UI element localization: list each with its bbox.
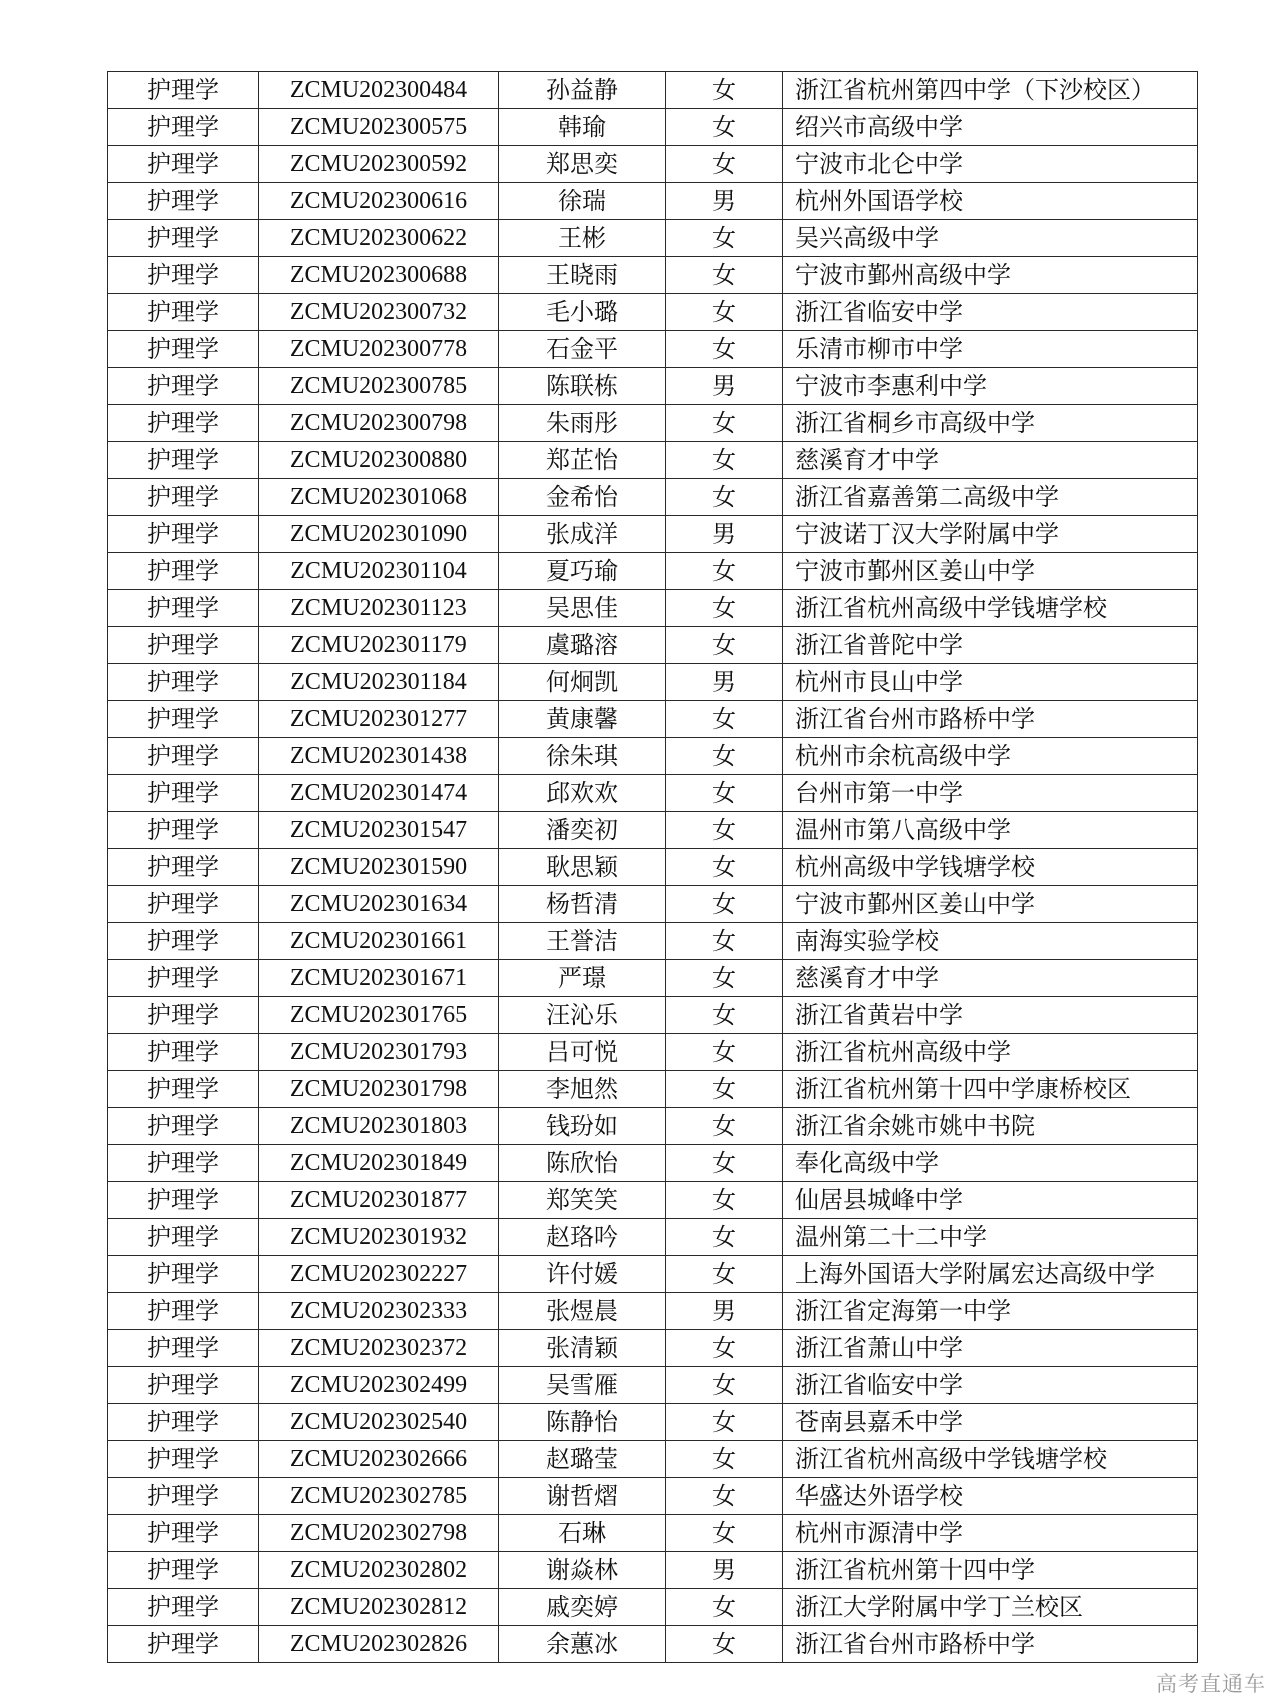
table-row bbox=[108, 1589, 1198, 1626]
table-row bbox=[108, 479, 1198, 516]
cell-id: ZCMU202302227 bbox=[259, 1256, 499, 1293]
cell-gender: 女 bbox=[666, 1404, 783, 1441]
cell-name: 韩瑜 bbox=[499, 109, 666, 146]
cell-name: 毛小璐 bbox=[499, 294, 666, 331]
table-row bbox=[108, 1256, 1198, 1293]
cell-name: 戚奕婷 bbox=[499, 1589, 666, 1626]
cell-school: 浙江省杭州高级中学钱塘学校 bbox=[783, 1441, 1198, 1478]
cell-id: ZCMU202300616 bbox=[259, 183, 499, 220]
table-row bbox=[108, 1478, 1198, 1515]
cell-name: 严璟 bbox=[499, 960, 666, 997]
cell-name: 郑笑笑 bbox=[499, 1182, 666, 1219]
cell-major: 护理学 bbox=[108, 1330, 259, 1367]
cell-school: 浙江大学附属中学丁兰校区 bbox=[783, 1589, 1198, 1626]
cell-gender: 男 bbox=[666, 183, 783, 220]
cell-gender: 女 bbox=[666, 553, 783, 590]
cell-gender: 女 bbox=[666, 1626, 783, 1663]
table-row bbox=[108, 183, 1198, 220]
cell-id: ZCMU202301438 bbox=[259, 738, 499, 775]
cell-name: 赵璐莹 bbox=[499, 1441, 666, 1478]
cell-id: ZCMU202301798 bbox=[259, 1071, 499, 1108]
cell-id: ZCMU202302798 bbox=[259, 1515, 499, 1552]
cell-id: ZCMU202300778 bbox=[259, 331, 499, 368]
cell-school: 浙江省萧山中学 bbox=[783, 1330, 1198, 1367]
cell-gender: 女 bbox=[666, 1219, 783, 1256]
cell-gender: 女 bbox=[666, 72, 783, 109]
cell-name: 吴雪雁 bbox=[499, 1367, 666, 1404]
cell-name: 邱欢欢 bbox=[499, 775, 666, 812]
cell-school: 宁波市鄞州区姜山中学 bbox=[783, 886, 1198, 923]
table-row bbox=[108, 664, 1198, 701]
cell-name: 石琳 bbox=[499, 1515, 666, 1552]
cell-major: 护理学 bbox=[108, 553, 259, 590]
cell-gender: 女 bbox=[666, 775, 783, 812]
table-row bbox=[108, 553, 1198, 590]
table-row bbox=[108, 1367, 1198, 1404]
table-row bbox=[108, 442, 1198, 479]
cell-name: 杨哲清 bbox=[499, 886, 666, 923]
cell-major: 护理学 bbox=[108, 331, 259, 368]
cell-id: ZCMU202302499 bbox=[259, 1367, 499, 1404]
cell-id: ZCMU202301793 bbox=[259, 1034, 499, 1071]
cell-gender: 女 bbox=[666, 1256, 783, 1293]
cell-gender: 女 bbox=[666, 701, 783, 738]
cell-major: 护理学 bbox=[108, 923, 259, 960]
cell-name: 钱玢如 bbox=[499, 1108, 666, 1145]
cell-school: 吴兴高级中学 bbox=[783, 220, 1198, 257]
cell-name: 谢哲熠 bbox=[499, 1478, 666, 1515]
cell-major: 护理学 bbox=[108, 1441, 259, 1478]
cell-name: 吕可悦 bbox=[499, 1034, 666, 1071]
cell-school: 浙江省台州市路桥中学 bbox=[783, 701, 1198, 738]
cell-major: 护理学 bbox=[108, 1145, 259, 1182]
cell-name: 汪沁乐 bbox=[499, 997, 666, 1034]
cell-school: 仙居县城峰中学 bbox=[783, 1182, 1198, 1219]
cell-school: 浙江省台州市路桥中学 bbox=[783, 1626, 1198, 1663]
cell-school: 上海外国语大学附属宏达高级中学 bbox=[783, 1256, 1198, 1293]
table-row bbox=[108, 923, 1198, 960]
cell-name: 徐瑞 bbox=[499, 183, 666, 220]
cell-gender: 女 bbox=[666, 405, 783, 442]
table-row bbox=[108, 849, 1198, 886]
cell-id: ZCMU202300880 bbox=[259, 442, 499, 479]
cell-name: 张煜晨 bbox=[499, 1293, 666, 1330]
table-row bbox=[108, 331, 1198, 368]
cell-id: ZCMU202301671 bbox=[259, 960, 499, 997]
cell-major: 护理学 bbox=[108, 812, 259, 849]
cell-name: 余蕙冰 bbox=[499, 1626, 666, 1663]
cell-id: ZCMU202300785 bbox=[259, 368, 499, 405]
cell-school: 浙江省杭州第十四中学康桥校区 bbox=[783, 1071, 1198, 1108]
cell-gender: 女 bbox=[666, 1182, 783, 1219]
cell-school: 浙江省杭州高级中学 bbox=[783, 1034, 1198, 1071]
cell-major: 护理学 bbox=[108, 368, 259, 405]
cell-school: 浙江省临安中学 bbox=[783, 1367, 1198, 1404]
cell-major: 护理学 bbox=[108, 479, 259, 516]
table-row bbox=[108, 1441, 1198, 1478]
cell-id: ZCMU202302802 bbox=[259, 1552, 499, 1589]
table-row bbox=[108, 72, 1198, 109]
cell-gender: 女 bbox=[666, 146, 783, 183]
student-roster-table bbox=[107, 71, 1198, 1663]
cell-school: 杭州外国语学校 bbox=[783, 183, 1198, 220]
cell-school: 慈溪育才中学 bbox=[783, 960, 1198, 997]
cell-school: 杭州市艮山中学 bbox=[783, 664, 1198, 701]
cell-id: ZCMU202302666 bbox=[259, 1441, 499, 1478]
cell-major: 护理学 bbox=[108, 775, 259, 812]
table-row bbox=[108, 1108, 1198, 1145]
cell-major: 护理学 bbox=[108, 516, 259, 553]
cell-name: 耿思颖 bbox=[499, 849, 666, 886]
cell-gender: 女 bbox=[666, 1478, 783, 1515]
watermark-text: 高考直通车 bbox=[1156, 1672, 1266, 1696]
cell-id: ZCMU202300592 bbox=[259, 146, 499, 183]
cell-id: ZCMU202300575 bbox=[259, 109, 499, 146]
table-row bbox=[108, 701, 1198, 738]
cell-id: ZCMU202302812 bbox=[259, 1589, 499, 1626]
cell-name: 金希怡 bbox=[499, 479, 666, 516]
cell-school: 慈溪育才中学 bbox=[783, 442, 1198, 479]
cell-name: 郑思奕 bbox=[499, 146, 666, 183]
table-row bbox=[108, 257, 1198, 294]
cell-school: 浙江省杭州第十四中学 bbox=[783, 1552, 1198, 1589]
cell-major: 护理学 bbox=[108, 627, 259, 664]
cell-gender: 女 bbox=[666, 1034, 783, 1071]
cell-name: 吴思佳 bbox=[499, 590, 666, 627]
cell-school: 宁波市鄞州区姜山中学 bbox=[783, 553, 1198, 590]
cell-major: 护理学 bbox=[108, 109, 259, 146]
table-row bbox=[108, 368, 1198, 405]
cell-school: 杭州市源清中学 bbox=[783, 1515, 1198, 1552]
cell-name: 孙益静 bbox=[499, 72, 666, 109]
cell-gender: 女 bbox=[666, 1441, 783, 1478]
cell-school: 温州市第八高级中学 bbox=[783, 812, 1198, 849]
cell-id: ZCMU202300688 bbox=[259, 257, 499, 294]
cell-id: ZCMU202301179 bbox=[259, 627, 499, 664]
cell-major: 护理学 bbox=[108, 1478, 259, 1515]
table-row bbox=[108, 1515, 1198, 1552]
cell-id: ZCMU202301184 bbox=[259, 664, 499, 701]
cell-school: 浙江省普陀中学 bbox=[783, 627, 1198, 664]
table-row bbox=[108, 1034, 1198, 1071]
cell-major: 护理学 bbox=[108, 1034, 259, 1071]
cell-id: ZCMU202301547 bbox=[259, 812, 499, 849]
cell-school: 绍兴市高级中学 bbox=[783, 109, 1198, 146]
table-row bbox=[108, 1071, 1198, 1108]
cell-id: ZCMU202301277 bbox=[259, 701, 499, 738]
cell-gender: 女 bbox=[666, 738, 783, 775]
cell-id: ZCMU202301877 bbox=[259, 1182, 499, 1219]
cell-major: 护理学 bbox=[108, 1293, 259, 1330]
cell-name: 张清颖 bbox=[499, 1330, 666, 1367]
cell-school: 浙江省嘉善第二高级中学 bbox=[783, 479, 1198, 516]
cell-major: 护理学 bbox=[108, 960, 259, 997]
cell-name: 虞璐溶 bbox=[499, 627, 666, 664]
cell-gender: 女 bbox=[666, 1145, 783, 1182]
cell-id: ZCMU202301068 bbox=[259, 479, 499, 516]
cell-school: 宁波市鄞州高级中学 bbox=[783, 257, 1198, 294]
cell-id: ZCMU202302540 bbox=[259, 1404, 499, 1441]
cell-major: 护理学 bbox=[108, 664, 259, 701]
table-row bbox=[108, 812, 1198, 849]
cell-major: 护理学 bbox=[108, 294, 259, 331]
cell-school: 浙江省余姚市姚中书院 bbox=[783, 1108, 1198, 1145]
cell-name: 何炯凯 bbox=[499, 664, 666, 701]
cell-id: ZCMU202302372 bbox=[259, 1330, 499, 1367]
cell-major: 护理学 bbox=[108, 72, 259, 109]
cell-name: 郑芷怡 bbox=[499, 442, 666, 479]
cell-id: ZCMU202301104 bbox=[259, 553, 499, 590]
cell-name: 许付媛 bbox=[499, 1256, 666, 1293]
cell-major: 护理学 bbox=[108, 1515, 259, 1552]
cell-major: 护理学 bbox=[108, 183, 259, 220]
table-row bbox=[108, 1219, 1198, 1256]
cell-major: 护理学 bbox=[108, 886, 259, 923]
cell-gender: 女 bbox=[666, 1367, 783, 1404]
cell-school: 浙江省杭州高级中学钱塘学校 bbox=[783, 590, 1198, 627]
cell-major: 护理学 bbox=[108, 1182, 259, 1219]
cell-name: 徐朱琪 bbox=[499, 738, 666, 775]
roster-body bbox=[108, 72, 1198, 1663]
table-row bbox=[108, 516, 1198, 553]
table-row bbox=[108, 1330, 1198, 1367]
cell-gender: 女 bbox=[666, 627, 783, 664]
cell-name: 朱雨彤 bbox=[499, 405, 666, 442]
cell-school: 宁波市李惠利中学 bbox=[783, 368, 1198, 405]
cell-school: 杭州高级中学钱塘学校 bbox=[783, 849, 1198, 886]
cell-id: ZCMU202301634 bbox=[259, 886, 499, 923]
cell-gender: 男 bbox=[666, 368, 783, 405]
cell-gender: 女 bbox=[666, 849, 783, 886]
cell-id: ZCMU202300732 bbox=[259, 294, 499, 331]
table-row bbox=[108, 738, 1198, 775]
cell-id: ZCMU202300798 bbox=[259, 405, 499, 442]
cell-id: ZCMU202302826 bbox=[259, 1626, 499, 1663]
cell-gender: 女 bbox=[666, 257, 783, 294]
table-row bbox=[108, 1293, 1198, 1330]
cell-major: 护理学 bbox=[108, 1219, 259, 1256]
cell-gender: 女 bbox=[666, 294, 783, 331]
cell-major: 护理学 bbox=[108, 997, 259, 1034]
table-row bbox=[108, 109, 1198, 146]
cell-id: ZCMU202301803 bbox=[259, 1108, 499, 1145]
cell-gender: 女 bbox=[666, 812, 783, 849]
cell-school: 南海实验学校 bbox=[783, 923, 1198, 960]
cell-major: 护理学 bbox=[108, 1071, 259, 1108]
cell-id: ZCMU202300622 bbox=[259, 220, 499, 257]
table-row bbox=[108, 960, 1198, 997]
cell-name: 陈欣怡 bbox=[499, 1145, 666, 1182]
cell-id: ZCMU202301849 bbox=[259, 1145, 499, 1182]
cell-gender: 女 bbox=[666, 1589, 783, 1626]
cell-name: 陈静怡 bbox=[499, 1404, 666, 1441]
cell-school: 浙江省临安中学 bbox=[783, 294, 1198, 331]
cell-major: 护理学 bbox=[108, 405, 259, 442]
cell-major: 护理学 bbox=[108, 1626, 259, 1663]
cell-school: 浙江省黄岩中学 bbox=[783, 997, 1198, 1034]
cell-name: 王誉洁 bbox=[499, 923, 666, 960]
cell-gender: 女 bbox=[666, 590, 783, 627]
cell-school: 奉化高级中学 bbox=[783, 1145, 1198, 1182]
cell-id: ZCMU202301932 bbox=[259, 1219, 499, 1256]
cell-name: 张成洋 bbox=[499, 516, 666, 553]
cell-id: ZCMU202301765 bbox=[259, 997, 499, 1034]
cell-gender: 女 bbox=[666, 479, 783, 516]
cell-major: 护理学 bbox=[108, 1256, 259, 1293]
cell-name: 石金平 bbox=[499, 331, 666, 368]
cell-major: 护理学 bbox=[108, 849, 259, 886]
table-row bbox=[108, 1552, 1198, 1589]
cell-gender: 男 bbox=[666, 516, 783, 553]
cell-id: ZCMU202301123 bbox=[259, 590, 499, 627]
cell-gender: 女 bbox=[666, 331, 783, 368]
table-row bbox=[108, 146, 1198, 183]
cell-name: 李旭然 bbox=[499, 1071, 666, 1108]
cell-major: 护理学 bbox=[108, 1367, 259, 1404]
table-row bbox=[108, 1145, 1198, 1182]
cell-school: 乐清市柳市中学 bbox=[783, 331, 1198, 368]
cell-major: 护理学 bbox=[108, 220, 259, 257]
cell-name: 王晓雨 bbox=[499, 257, 666, 294]
cell-major: 护理学 bbox=[108, 1404, 259, 1441]
cell-gender: 男 bbox=[666, 1293, 783, 1330]
cell-school: 苍南县嘉禾中学 bbox=[783, 1404, 1198, 1441]
cell-major: 护理学 bbox=[108, 1589, 259, 1626]
table-row bbox=[108, 997, 1198, 1034]
cell-major: 护理学 bbox=[108, 590, 259, 627]
cell-gender: 女 bbox=[666, 109, 783, 146]
cell-major: 护理学 bbox=[108, 146, 259, 183]
cell-major: 护理学 bbox=[108, 257, 259, 294]
cell-major: 护理学 bbox=[108, 701, 259, 738]
cell-gender: 女 bbox=[666, 886, 783, 923]
cell-gender: 男 bbox=[666, 1552, 783, 1589]
table-row bbox=[108, 220, 1198, 257]
table-row bbox=[108, 775, 1198, 812]
cell-major: 护理学 bbox=[108, 1552, 259, 1589]
cell-id: ZCMU202301661 bbox=[259, 923, 499, 960]
cell-name: 王彬 bbox=[499, 220, 666, 257]
cell-gender: 女 bbox=[666, 1108, 783, 1145]
table-row bbox=[108, 590, 1198, 627]
cell-id: ZCMU202300484 bbox=[259, 72, 499, 109]
cell-gender: 女 bbox=[666, 1071, 783, 1108]
cell-major: 护理学 bbox=[108, 1108, 259, 1145]
cell-gender: 女 bbox=[666, 923, 783, 960]
table-row bbox=[108, 294, 1198, 331]
cell-name: 赵珞吟 bbox=[499, 1219, 666, 1256]
cell-school: 宁波诺丁汉大学附属中学 bbox=[783, 516, 1198, 553]
cell-name: 潘奕初 bbox=[499, 812, 666, 849]
cell-id: ZCMU202301590 bbox=[259, 849, 499, 886]
table-row bbox=[108, 405, 1198, 442]
cell-gender: 女 bbox=[666, 220, 783, 257]
cell-gender: 女 bbox=[666, 1330, 783, 1367]
cell-school: 杭州市余杭高级中学 bbox=[783, 738, 1198, 775]
cell-id: ZCMU202302333 bbox=[259, 1293, 499, 1330]
cell-school: 浙江省桐乡市高级中学 bbox=[783, 405, 1198, 442]
table-row bbox=[108, 886, 1198, 923]
cell-name: 夏巧瑜 bbox=[499, 553, 666, 590]
table-row bbox=[108, 627, 1198, 664]
cell-major: 护理学 bbox=[108, 738, 259, 775]
cell-school: 浙江省定海第一中学 bbox=[783, 1293, 1198, 1330]
table-row bbox=[108, 1404, 1198, 1441]
cell-gender: 男 bbox=[666, 664, 783, 701]
cell-id: ZCMU202301090 bbox=[259, 516, 499, 553]
cell-school: 浙江省杭州第四中学（下沙校区） bbox=[783, 72, 1198, 109]
cell-gender: 女 bbox=[666, 1515, 783, 1552]
table-row bbox=[108, 1626, 1198, 1663]
cell-id: ZCMU202301474 bbox=[259, 775, 499, 812]
cell-name: 谢焱林 bbox=[499, 1552, 666, 1589]
cell-name: 陈联栋 bbox=[499, 368, 666, 405]
table-row bbox=[108, 1182, 1198, 1219]
cell-school: 台州市第一中学 bbox=[783, 775, 1198, 812]
cell-gender: 女 bbox=[666, 442, 783, 479]
cell-gender: 女 bbox=[666, 997, 783, 1034]
cell-gender: 女 bbox=[666, 960, 783, 997]
cell-school: 宁波市北仑中学 bbox=[783, 146, 1198, 183]
cell-major: 护理学 bbox=[108, 442, 259, 479]
cell-school: 华盛达外语学校 bbox=[783, 1478, 1198, 1515]
cell-school: 温州第二十二中学 bbox=[783, 1219, 1198, 1256]
cell-name: 黄康馨 bbox=[499, 701, 666, 738]
cell-id: ZCMU202302785 bbox=[259, 1478, 499, 1515]
